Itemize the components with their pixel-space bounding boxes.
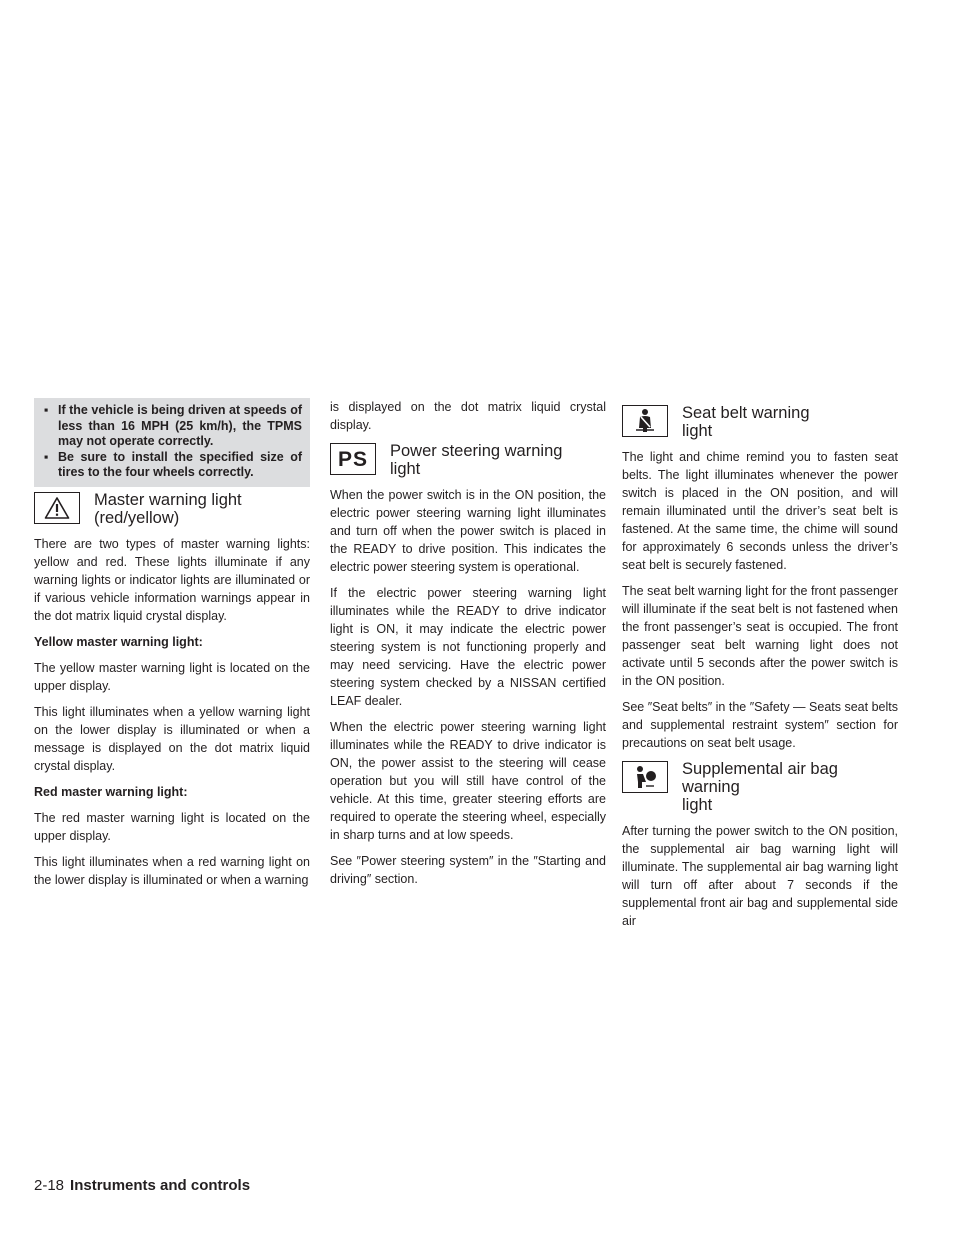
air-bag-title: Supplemental air bag warning light <box>682 760 838 814</box>
column-right <box>622 398 898 938</box>
power-steering-heading <box>330 442 606 478</box>
master-warning-heading <box>34 491 310 527</box>
paragraph-continuation: is displayed on the dot matrix liquid crystal display. <box>330 400 606 432</box>
page-footer <box>34 1177 250 1194</box>
air-bag-heading <box>622 760 898 814</box>
paragraph: See ″Seat belts″ in the ″Safety — Seats seat belts and supplemental restraint system″ section for precautions on seat belt usage. <box>622 700 898 750</box>
paragraph: If the electric power steering warning light illuminates while the READY to drive indicator light is ON, it may indicate the electric power steering system is not functioning properly and may need servicing. Have the electric power steering system checked by a NISSAN certified LEAF dealer. <box>330 586 606 708</box>
paragraph: This light illuminates when a red warning light on the lower display is illuminated or when a warning <box>34 854 310 887</box>
power-steering-title: Power steering warning light <box>390 442 563 478</box>
air-bag-icon <box>622 761 668 793</box>
warning-item: ▪ If the vehicle is being driven at speeds of less than 16 MPH (25 km/h), the TPMS may not operate correctly. <box>42 403 302 450</box>
seat-belt-icon <box>622 405 668 437</box>
paragraph: When the power switch is in the ON position, the electric power steering warning light illuminates and turn off when the power switch is placed in the READY to drive position. This indicates the electric power steering system is operational. <box>330 488 606 574</box>
warning-item: ▪ Be sure to install the specified size of tires to the four wheels correctly. <box>42 450 302 481</box>
power-steering-icon: PS <box>330 443 376 475</box>
warning-list <box>42 403 302 481</box>
seat-belt-heading <box>622 404 898 440</box>
paragraph: The seat belt warning light for the front passenger will illuminate if the seat belt is not fastened when the front passenger’s seat is occupied. The front passenger seat belt warning light does not activate until 5 seconds after the power switch is in the ON position. <box>622 584 898 688</box>
column-middle <box>330 398 606 896</box>
paragraph: The yellow master warning light is located on the upper display. <box>34 660 310 693</box>
master-warning-icon <box>34 492 80 524</box>
paragraph: There are two types of master warning lights: yellow and red. These lights illuminate if any warning lights or indicator lights are illuminated or if various vehicle information warnings appear in the dot matrix liquid crystal display. <box>34 536 310 623</box>
tpms-warning-box <box>34 398 310 487</box>
section-title: Instruments and controls <box>70 1177 251 1194</box>
master-warning-title: Master warning light (red/yellow) <box>94 490 242 527</box>
column-left <box>34 398 310 897</box>
subheading-red: Red master warning light: <box>34 784 188 799</box>
paragraph: After turning the power switch to the ON position, the supplemental air bag warning light will illuminate. The supplemental air bag warning light will turn off after about 7 seconds if the supplemental front air bag and supplemental side air <box>622 824 898 928</box>
seat-belt-title: Seat belt warning light <box>682 404 810 440</box>
paragraph: The light and chime remind you to fasten seat belts. The light illuminates whenever the power switch is placed in the ON position, and will remain illuminated until the driver’s seat belt is fastened. At the same time, the chime will sound for approximately 6 seconds unless the driver’s seat belt is securely fastened. <box>622 450 898 572</box>
paragraph: When the electric power steering warning light illuminates while the READY to drive indicator is ON, the power assist to the steering will cease operation but you will still have control of the vehicle. At this time, greater steering efforts are required to operate the steering wheel, especially in sharp turns and at low speeds. <box>330 720 606 842</box>
paragraph: See ″Power steering system″ in the ″Starting and driving″ section. <box>330 854 606 886</box>
paragraph: This light illuminates when a yellow warning light on the lower display is illuminated or when a message is displayed on the dot matrix liquid crystal display. <box>34 704 310 773</box>
paragraph: The red master warning light is located on the upper display. <box>34 810 310 843</box>
page-number: 2-18 <box>34 1177 65 1194</box>
subheading-yellow: Yellow master warning light: <box>34 634 203 649</box>
